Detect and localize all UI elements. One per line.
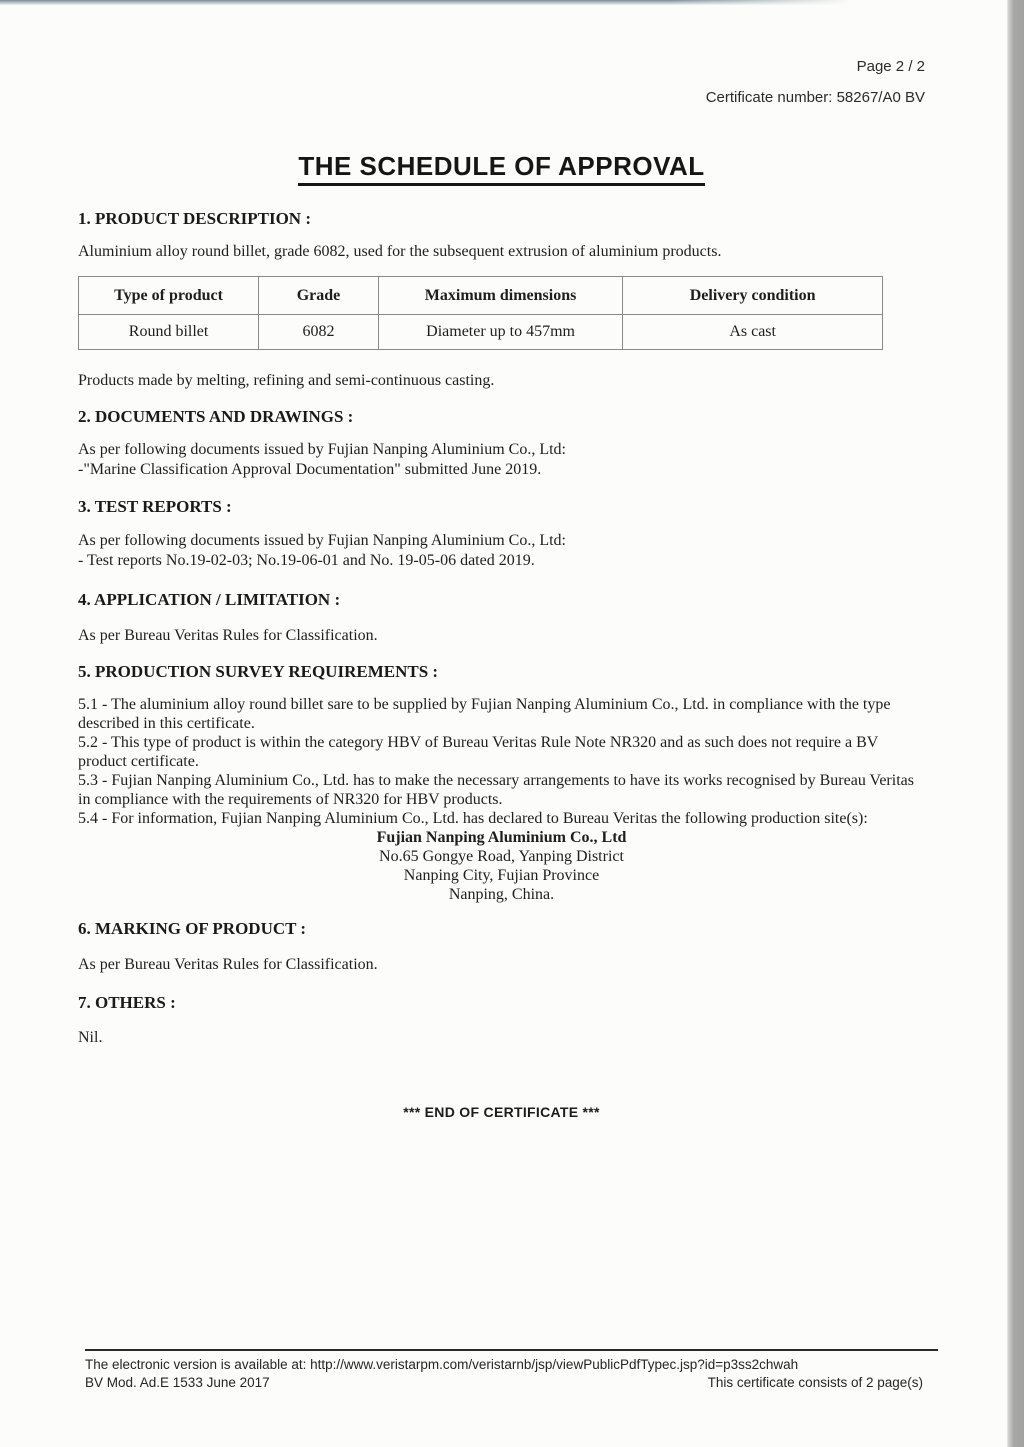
section-5-heading: 5. PRODUCTION SURVEY REQUIREMENTS : — [78, 662, 439, 681]
requirement-5-4: 5.4 - For information, Fujian Nanping Aluminium Co., Ltd. has declared to Bureau Veritas the following production site(s): — [78, 810, 868, 827]
production-site-address-line-3: Nanping, China. — [448, 886, 555, 903]
section-2-line-1: As per following documents issued by Fujian Nanping Aluminium Co., Ltd: — [78, 441, 566, 458]
section-3-line-1: As per following documents issued by Fujian Nanping Aluminium Co., Ltd: — [78, 532, 566, 549]
column-header-type-of-product: Type of product — [79, 277, 259, 315]
requirement-5-1: 5.1 - The aluminium alloy round billet sare to be supplied by Fujian Nanping Aluminium Co., Ltd. in compliance with the type described in this certificate. — [78, 696, 891, 732]
column-header-maximum-dimensions: Maximum dimensions — [378, 277, 622, 315]
section-6-body: As per Bureau Veritas Rules for Classification. — [78, 956, 378, 973]
section-7-heading: 7. OTHERS : — [78, 993, 176, 1012]
production-site-address-line-2: Nanping City, Fujian Province — [403, 867, 600, 884]
product-approval-table — [78, 276, 883, 350]
production-site-block — [78, 828, 925, 904]
cell-delivery-condition: As cast — [623, 315, 883, 350]
footer-line-2 — [85, 1374, 923, 1392]
requirement-5-3: 5.3 - Fujian Nanping Aluminium Co., Ltd. has to make the necessary arrangements to have its works recognised by Bureau Veritas in compliance with the requirements of NR320 for HBV products. — [78, 772, 914, 808]
section-3-line-2: - Test reports No.19-02-03; No.19-06-01 and No. 19-05-06 dated 2019. — [78, 552, 535, 569]
table-header-row — [79, 277, 883, 315]
cell-maximum-dimensions: Diameter up to 457mm — [378, 315, 622, 350]
production-site-name: Fujian Nanping Aluminium Co., Ltd — [376, 829, 627, 846]
column-header-grade: Grade — [259, 277, 379, 315]
end-of-certificate-marker: *** END OF CERTIFICATE *** — [403, 1104, 600, 1120]
production-site-address-line-1: No.65 Gongye Road, Yanping District — [379, 848, 624, 865]
section-2-heading: 2. DOCUMENTS AND DRAWINGS : — [78, 407, 354, 426]
section-3-body — [78, 531, 925, 571]
product-description-text: Aluminium alloy round billet, grade 6082, used for the subsequent extrusion of aluminium products. — [78, 243, 722, 260]
certificate-number: Certificate number: 58267/A0 BV — [705, 89, 925, 106]
right-scan-edge-band — [1007, 0, 1024, 1447]
section-4-heading: 4. APPLICATION / LIMITATION : — [78, 590, 341, 609]
section-2-line-2: -"Marine Classification Approval Documentation" submitted June 2019. — [78, 461, 542, 478]
cell-type-of-product: Round billet — [79, 315, 259, 350]
footer-divider — [85, 1349, 938, 1351]
casting-note-text: Products made by melting, refining and semi-continuous casting. — [78, 372, 495, 389]
cell-grade: 6082 — [259, 315, 379, 350]
section-7-body: Nil. — [78, 1029, 103, 1046]
section-5-requirements — [78, 695, 925, 828]
section-4-body: As per Bureau Veritas Rules for Classification. — [78, 627, 378, 644]
electronic-version-note: The electronic version is available at: http://www.veristarpm.com/veristarnb/jsp/viewPublicPdfTypec.jsp?id=p3ss2chwah — [85, 1357, 799, 1372]
section-1-heading: 1. PRODUCT DESCRIPTION : — [78, 209, 311, 228]
document-content — [78, 0, 925, 1120]
section-2-body — [78, 440, 925, 480]
document-title: THE SCHEDULE OF APPROVAL — [298, 151, 704, 186]
section-6-heading: 6. MARKING OF PRODUCT : — [78, 919, 307, 938]
title-wrap — [78, 151, 925, 186]
section-3-heading: 3. TEST REPORTS : — [78, 497, 232, 516]
bv-mod-reference: BV Mod. Ad.E 1533 June 2017 — [85, 1375, 270, 1390]
column-header-delivery-condition: Delivery condition — [623, 277, 883, 315]
document-header — [78, 58, 925, 107]
page-indicator: Page 2 / 2 — [856, 58, 925, 75]
page-count-note: This certificate consists of 2 page(s) — [707, 1375, 923, 1390]
document-footer — [85, 1349, 938, 1392]
requirement-5-2: 5.2 - This type of product is within the category HBV of Bureau Veritas Rule Note NR320 and as such does not require a BV product certificate. — [78, 734, 879, 770]
table-row — [79, 315, 883, 350]
